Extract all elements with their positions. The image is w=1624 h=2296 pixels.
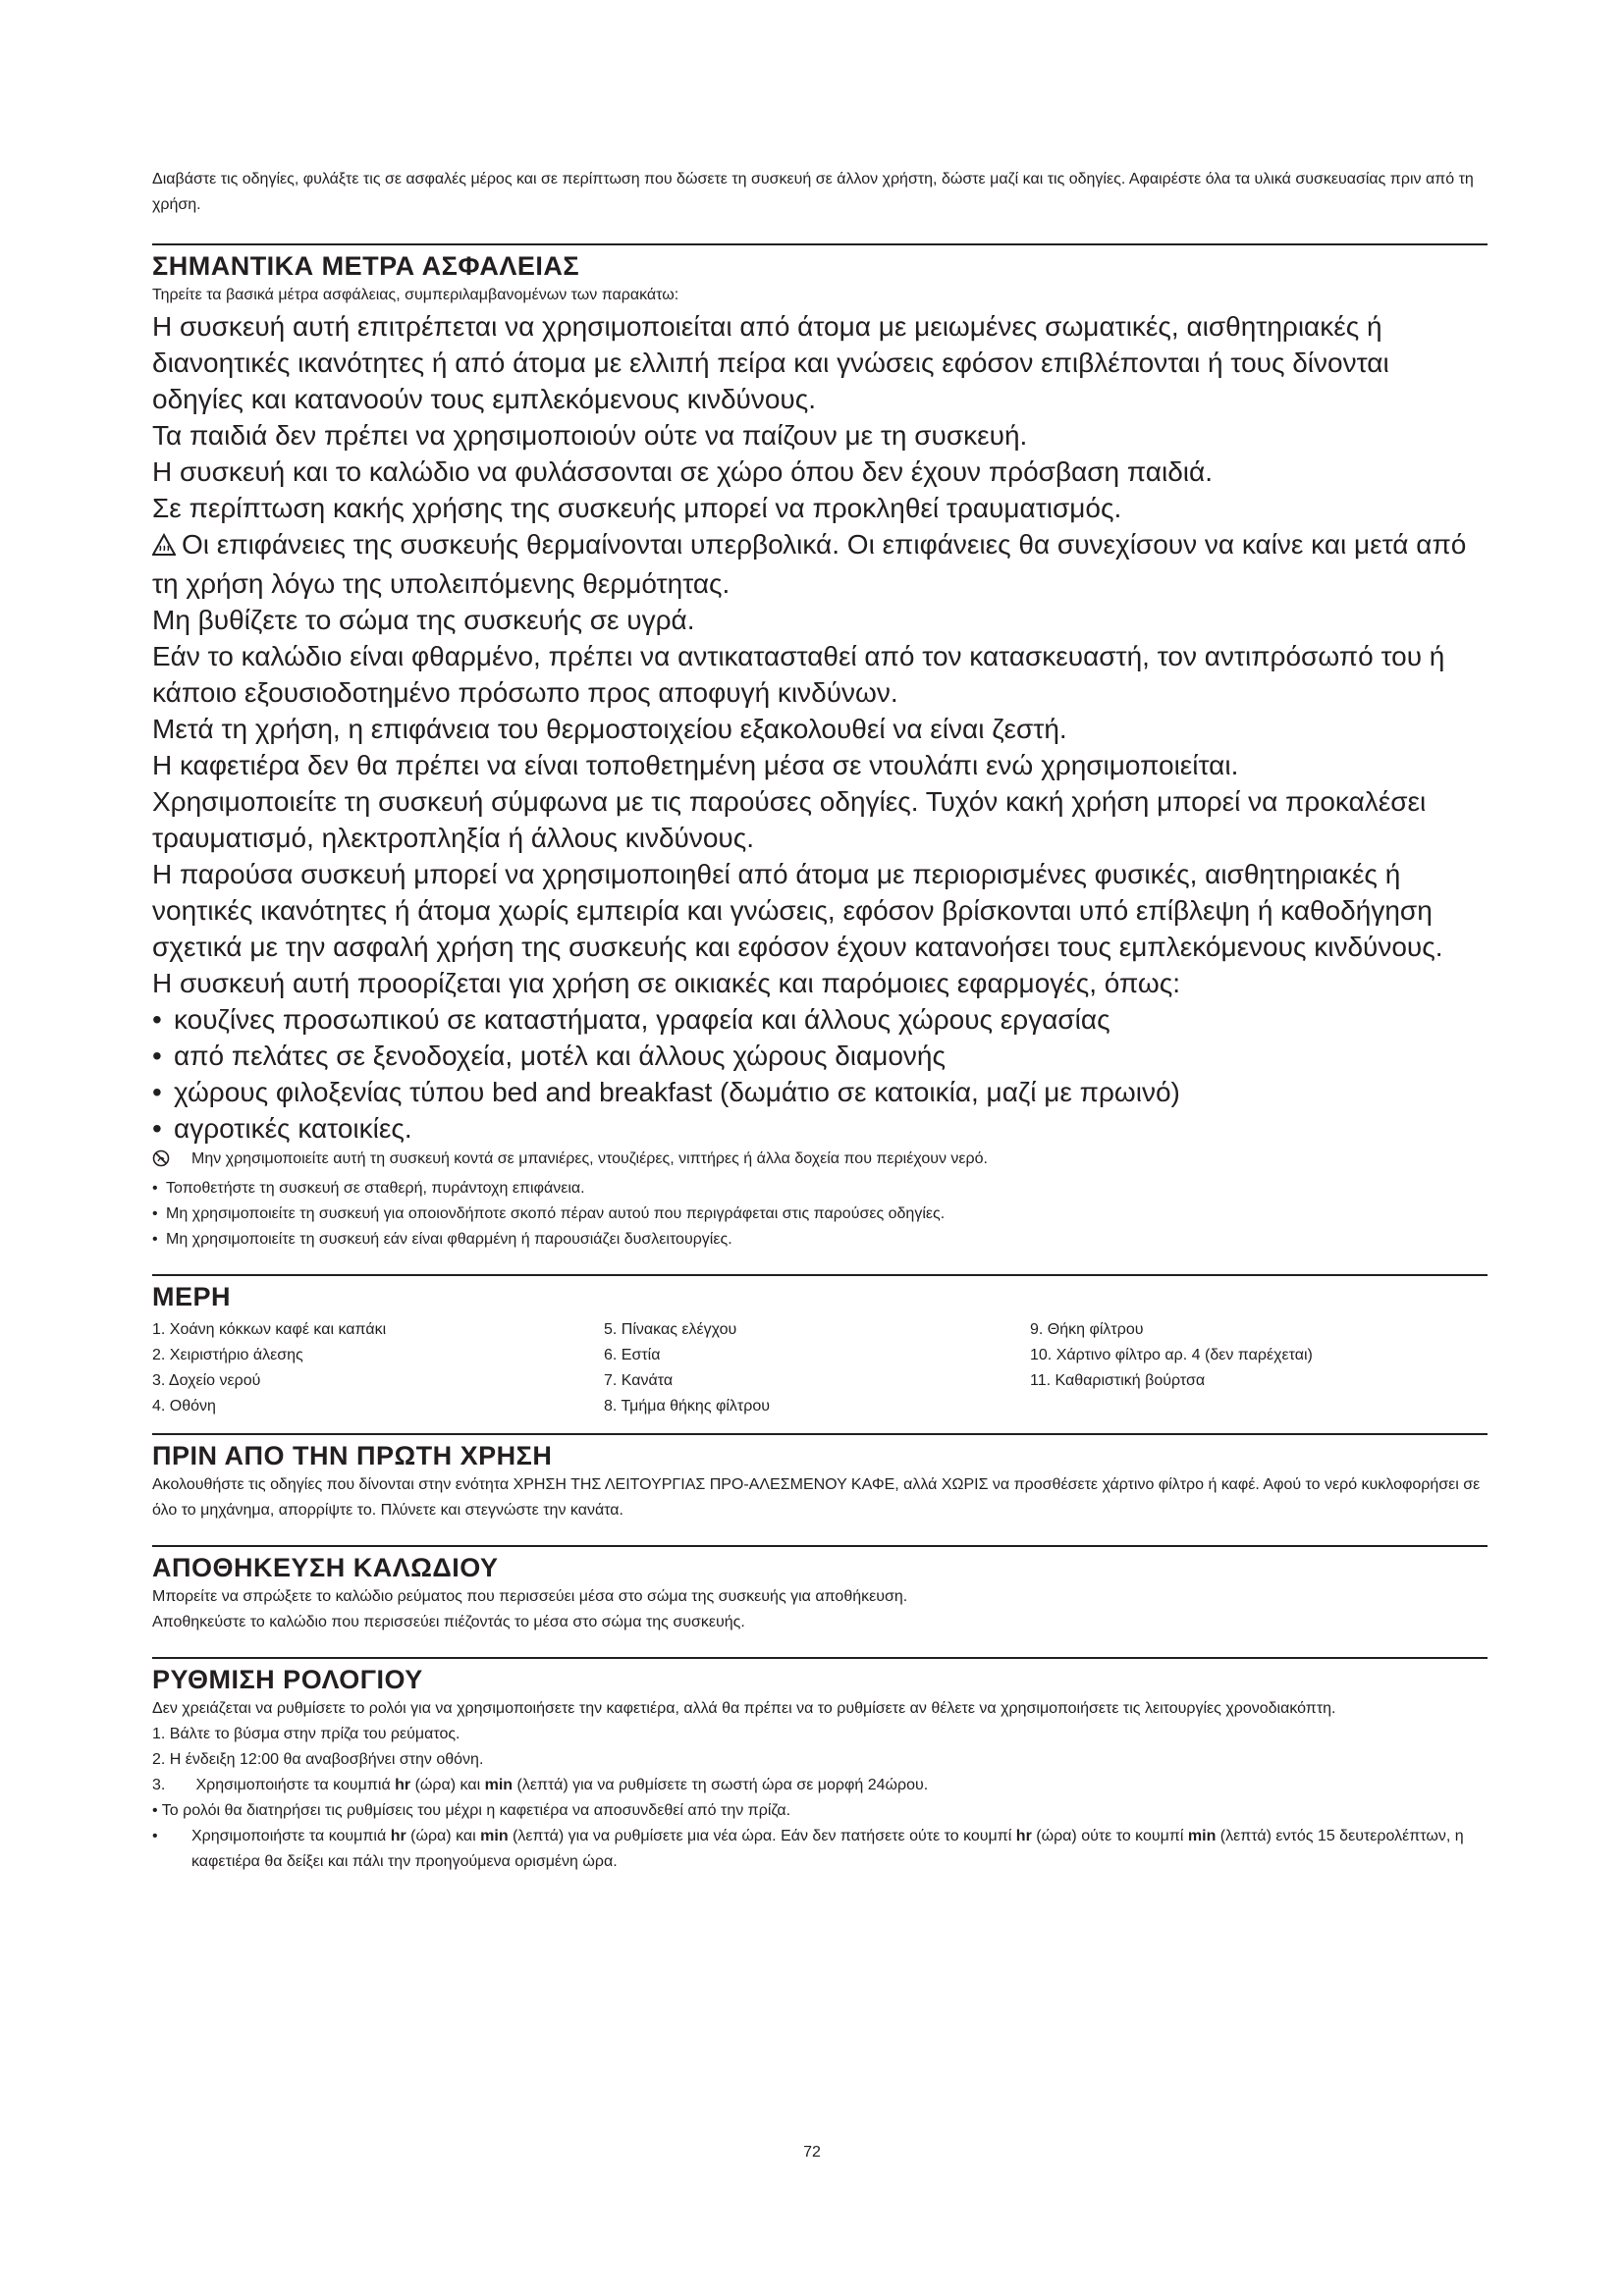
min-label: min — [480, 1828, 509, 1844]
list-item: • χώρους φιλοξενίας τύπου bed and breakfast (δωμάτιο σε κατοικία, μαζί με πρωινό) — [152, 1074, 1488, 1110]
list-item: 4. Οθόνη — [152, 1398, 216, 1415]
clock-title: ΡΥΘΜΙΣΗ ΡΟΛΟΓΙΟΥ — [152, 1665, 423, 1694]
list-item: 8. Τμήμα θήκης φίλτρου — [604, 1398, 770, 1415]
hr-label: hr — [395, 1777, 411, 1793]
cord-section — [152, 1545, 1488, 1635]
first-use-section — [152, 1433, 1488, 1523]
safety-title: ΣΗΜΑΝΤΙΚΑ ΜΕΤΡΑ ΑΣΦΑΛΕΙΑΣ — [152, 251, 580, 281]
clock-section — [152, 1657, 1488, 1875]
list-item: • κουζίνες προσωπικού σε καταστήματα, γραφεία και άλλους χώρους εργασίας — [152, 1001, 1488, 1038]
list-item: 7. Κανάτα — [604, 1372, 674, 1389]
safety-p3: Η συσκευή και το καλώδιο να φυλάσσονται σε χώρο όπου δεν έχουν πρόσβαση παιδιά. — [152, 456, 1213, 487]
no-water-icon — [152, 1149, 170, 1176]
list-item: 11. Καθαριστική βούρτσα — [1030, 1372, 1206, 1389]
note2-text: (ώρα) ούτε το κουμπί — [1031, 1828, 1188, 1844]
min-label: min — [1187, 1828, 1217, 1844]
hot-surface-warning-icon — [152, 529, 176, 565]
list-item: 1. Χοάνη κόκκων καφέ και καπάκι — [152, 1321, 387, 1338]
safety-p2: Τα παιδιά δεν πρέπει να χρησιμοποιούν ούτε να παίζουν με τη συσκευή. — [152, 420, 1028, 451]
note2-text: (λεπτά) εντός 15 δευτερολέπτων, η καφετιέρα θα δείξει και πάλι την προηγούμενα ορισμένη ώρα. — [191, 1828, 1464, 1870]
hr-label: hr — [1015, 1828, 1032, 1844]
list-item: • από πελάτες σε ξενοδοχεία, μοτέλ και άλλους χώρους διαμονής — [152, 1038, 1488, 1074]
list-item: 3. Δοχείο νερού — [152, 1372, 261, 1389]
manual-page — [152, 167, 1488, 1875]
note2-text: Χρησιμοποιήστε τα κουμπιά — [191, 1828, 391, 1844]
cord-line-1: Μπορείτε να σπρώξετε το καλώδιο ρεύματος που περισσεύει μέσα στο σώμα της συσκευής για αποθήκευση. — [152, 1588, 908, 1605]
safety-p12: Η συσκευή αυτή προορίζεται για χρήση σε οικιακές και παρόμοιες εφαρμογές, όπως: — [152, 968, 1181, 998]
safety-p4: Σε περίπτωση κακής χρήσης της συσκευής μπορεί να προκληθεί τραυματισμός. — [152, 493, 1122, 523]
list-item: 2. Η ένδειξη 12:00 θα αναβοσβήνει στην οθόνη. — [152, 1751, 484, 1768]
safety-p7: Εάν το καλώδιο είναι φθαρμένο, πρέπει να αντικατασταθεί από τον κατασκευαστή, τον αντιπρόσωπό του ή κάποιο εξουσιοδοτημένο πρόσωπο προς αποφυγή κινδύνων. — [152, 641, 1445, 708]
list-item: • Τοποθετήστε τη συσκευή σε σταθερή, πυράντοχη επιφάνεια. — [152, 1176, 1488, 1201]
cord-line-2: Αποθηκεύστε το καλώδιο που περισσεύει πιέζοντάς το μέσα στο σώμα της συσκευής. — [152, 1614, 745, 1630]
safety-p11: Η παρούσα συσκευή μπορεί να χρησιμοποιηθεί από άτομα με περιορισμένες φυσικές, αισθητηριακές ή νοητικές ικανότητες ή άτομα χωρίς εμπειρία και γνώσεις, εφόσον βρίσκονται υπό επίβλεψη ή καθοδήγηση σχετικά με την ασφαλή χρήση της συσκευής και εφόσον έχουν κατανοήσει τους εμπλεκόμενους κινδύνους. — [152, 859, 1443, 962]
parts-title: ΜΕΡΗ — [152, 1282, 232, 1311]
parts-section — [152, 1274, 1488, 1419]
safety-p5-wrapper — [152, 526, 1488, 602]
first-use-title: ΠΡΙΝ ΑΠΟ ΤΗΝ ΠΡΩΤΗ ΧΡΗΣΗ — [152, 1441, 553, 1470]
step3-text: (ώρα) και — [410, 1777, 485, 1793]
clock-note-2 — [152, 1824, 1488, 1875]
list-item: 6. Εστία — [604, 1347, 661, 1363]
list-item: • Μη χρησιμοποιείτε τη συσκευή για οποιονδήποτε σκοπό πέραν αυτού που περιγράφεται στις παρούσες οδηγίες. — [152, 1201, 1488, 1227]
list-item — [152, 1773, 1488, 1798]
clock-note-1: • Το ρολόι θα διατηρήσει τις ρυθμίσεις του μέχρι η καφετιέρα να αποσυνδεθεί από την πρίζα. — [152, 1802, 791, 1819]
no-water-line — [152, 1147, 1488, 1176]
parts-col-3 — [1030, 1317, 1482, 1419]
list-item: • Μη χρησιμοποιείτε τη συσκευή εάν είναι φθαρμένη ή παρουσιάζει δυσλειτουργίες. — [152, 1227, 1488, 1253]
list-item: 9. Θήκη φίλτρου — [1030, 1321, 1144, 1338]
note2-text: (ώρα) και — [406, 1828, 481, 1844]
safety-p5: Οι επιφάνειες της συσκευής θερμαίνονται υπερβολικά. Οι επιφάνειες θα συνεχίσουν να καίνε και μετά από τη χρήση λόγω της υπολειπόμενης θερμότητας. — [152, 529, 1467, 599]
safety-small-list — [152, 1176, 1488, 1253]
step3-text: (λεπτά) για να ρυθμίσετε τη σωστή ώρα σε μορφή 24ώρου. — [513, 1777, 929, 1793]
note2-text: (λεπτά) για να ρυθμίσετε μια νέα ώρα. Εάν δεν πατήσετε ούτε το κουμπί — [508, 1828, 1016, 1844]
list-item: 2. Χειριστήριο άλεσης — [152, 1347, 303, 1363]
list-item: 5. Πίνακας ελέγχου — [604, 1321, 737, 1338]
clock-intro: Δεν χρειάζεται να ρυθμίσετε το ρολόι για να χρησιμοποιήσετε την καφετιέρα, αλλά θα πρέπει να το ρυθμίσετε αν θέλετε να χρησιμοποιήσετε τις λειτουργίες χρονοδιακόπτη. — [152, 1700, 1336, 1717]
safety-p8: Μετά τη χρήση, η επιφάνεια του θερμοστοιχείου εξακολουθεί να είναι ζεστή. — [152, 714, 1067, 744]
safety-p1: Η συσκευή αυτή επιτρέπεται να χρησιμοποιείται από άτομα με μειωμένες σωματικές, αισθητηριακές ή διανοητικές ικανότητες ή από άτομα με ελλιπή πείρα και γνώσεις εφόσον επιβλέπονται ή τους δίνονται οδηγίες και κατανοούν τους εμπλεκόμενους κινδύνους. — [152, 311, 1389, 414]
clock-steps — [152, 1722, 1488, 1798]
hr-label: hr — [390, 1828, 406, 1844]
parts-col-2 — [604, 1317, 1030, 1419]
cord-title: ΑΠΟΘΗΚΕΥΣΗ ΚΑΛΩΔΙΟΥ — [152, 1553, 499, 1582]
list-item: • αγροτικές κατοικίες. — [152, 1110, 1488, 1147]
first-use-text: Ακολουθήστε τις οδηγίες που δίνονται στην ενότητα ΧΡΗΣΗ ΤΗΣ ΛΕΙΤΟΥΡΓΙΑΣ ΠΡΟ-ΑΛΕΣΜΕΝΟΥ ΚΑΦΕ, αλλά ΧΩΡΙΣ να προσθέσετε χάρτινο φίλτρο ή καφέ. Αφού το νερό κυκλοφορήσει σε όλο το μηχάνημα, απορρίψτε το. Πλύνετε και στεγνώστε την κανάτα. — [152, 1476, 1481, 1519]
intro-paragraph: Διαβάστε τις οδηγίες, φυλάξτε τις σε ασφαλές μέρος και σε περίπτωση που δώσετε τη συσκευή σε άλλον χρήστη, δώστε μαζί και τις οδηγίες. Αφαιρέστε όλα τα υλικά συσκευασίας πριν από τη χρήση. — [152, 171, 1474, 213]
safety-subtitle: Τηρείτε τα βασικά μέτρα ασφάλειας, συμπεριλαμβανομένων των παρακάτω: — [152, 287, 679, 303]
parts-columns — [152, 1317, 1488, 1419]
list-item: 1. Βάλτε το βύσμα στην πρίζα του ρεύματος. — [152, 1726, 460, 1742]
safety-p9: Η καφετιέρα δεν θα πρέπει να είναι τοποθετημένη μέσα σε ντουλάπι ενώ χρησιμοποιείται. — [152, 750, 1239, 780]
min-label: min — [484, 1777, 514, 1793]
no-water-text: Μην χρησιμοποιείτε αυτή τη συσκευή κοντά σε μπανιέρες, ντουζιέρες, νιπτήρες ή άλλα δοχεία που περιέχουν νερό. — [191, 1150, 988, 1167]
list-item: 10. Χάρτινο φίλτρο αρ. 4 (δεν παρέχεται) — [1030, 1347, 1313, 1363]
step3-text: 3. Χρησιμοποιήστε τα κουμπιά — [152, 1777, 396, 1793]
page-number: 72 — [803, 2144, 821, 2161]
parts-col-1 — [152, 1317, 604, 1419]
safety-p10: Χρησιμοποιείτε τη συσκευή σύμφωνα με τις παρούσες οδηγίες. Τυχόν κακή χρήση μπορεί να προκαλέσει τραυματισμό, ηλεκτροπληξία ή άλλους κινδύνους. — [152, 786, 1427, 853]
uses-list — [152, 1001, 1488, 1147]
safety-section — [152, 243, 1488, 1253]
safety-p6: Μη βυθίζετε το σώμα της συσκευής σε υγρά. — [152, 605, 695, 635]
